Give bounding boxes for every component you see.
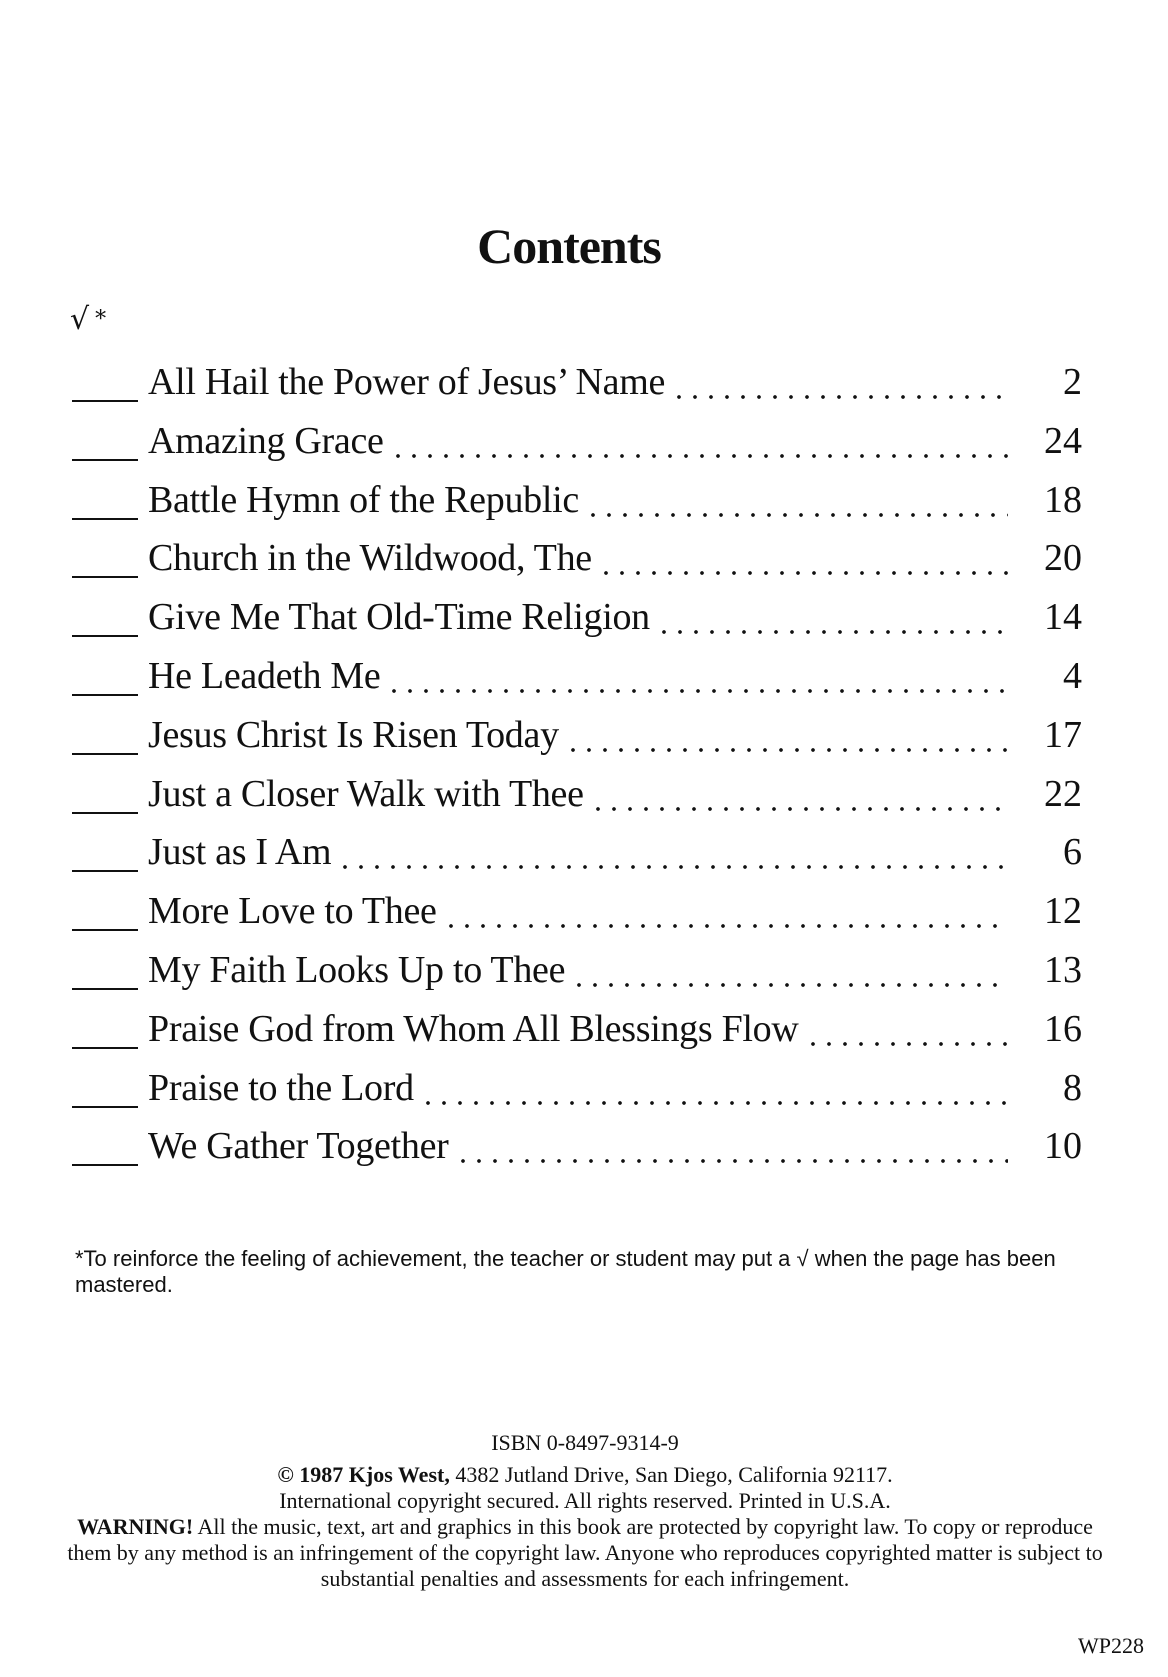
check-blank [72, 715, 138, 755]
toc-title: We Gather Together [148, 1125, 449, 1168]
dot-leader [585, 480, 1008, 518]
dot-leader [420, 1068, 1008, 1106]
checkmark-icon: √ [70, 302, 90, 337]
toc-page-number: 12 [1044, 890, 1082, 933]
copyright-holder: © 1987 Kjos West, [277, 1462, 450, 1487]
check-blank [72, 1068, 138, 1108]
toc-row [72, 597, 1082, 656]
toc-page-number: 14 [1044, 596, 1082, 639]
toc-title: Battle Hymn of the Republic [148, 478, 579, 521]
toc-row [72, 421, 1082, 480]
copyright-line [60, 1462, 1110, 1488]
check-blank [72, 891, 138, 931]
check-blank [72, 656, 138, 696]
toc-page-number: 8 [1063, 1066, 1082, 1109]
dot-leader [565, 715, 1008, 753]
toc-row [72, 480, 1082, 539]
toc-page-number: 16 [1044, 1007, 1082, 1050]
toc-title: He Leadeth Me [148, 654, 381, 697]
dot-leader [443, 891, 1008, 929]
toc-row [72, 832, 1082, 891]
dot-leader [571, 950, 1008, 988]
toc-row [72, 715, 1082, 774]
check-blank [72, 421, 138, 461]
toc-title: All Hail the Power of Jesus’ Name [148, 361, 666, 403]
check-blank [72, 950, 138, 990]
toc-title: Church in the Wildwood, The [148, 537, 592, 580]
toc-page-number: 20 [1044, 537, 1082, 580]
warning-paragraph [60, 1514, 1110, 1592]
toc-title: Just a Closer Walk with Thee [148, 772, 584, 815]
toc-title: Give Me That Old-Time Religion [148, 596, 650, 639]
toc-row [72, 362, 1082, 421]
page-title: Contents [477, 217, 661, 274]
copyright-address: 4382 Jutland Drive, San Diego, California 92117. [449, 1462, 893, 1487]
footnote: *To reinforce the feeling of achievement, the teacher or student may put a √ when the page has been mastered. [75, 1246, 1056, 1297]
toc-row [72, 1126, 1082, 1185]
dot-leader [656, 597, 1008, 635]
toc-row [72, 1009, 1082, 1068]
toc-title: Amazing Grace [148, 419, 384, 462]
toc-title: My Faith Looks Up to Thee [148, 948, 566, 991]
dot-leader [455, 1126, 1009, 1164]
check-blank [72, 1009, 138, 1049]
toc-page-number: 24 [1044, 419, 1082, 462]
table-of-contents [72, 362, 1082, 1185]
check-blank [72, 538, 138, 578]
toc-title: Praise to the Lord [148, 1066, 414, 1109]
toc-row [72, 656, 1082, 715]
toc-page-number: 17 [1044, 713, 1082, 756]
toc-row [72, 1068, 1082, 1127]
check-blank [72, 1126, 138, 1166]
dot-leader [337, 832, 1008, 870]
toc-page-number: 18 [1044, 478, 1082, 521]
toc-page-number: 10 [1044, 1125, 1082, 1168]
check-blank [72, 774, 138, 814]
toc-row [72, 891, 1082, 950]
check-blank [72, 362, 138, 402]
toc-row [72, 538, 1082, 597]
check-blank [72, 597, 138, 637]
toc-title: Just as I Am [148, 831, 332, 874]
toc-title: Jesus Christ Is Risen Today [148, 713, 559, 756]
dot-leader [386, 656, 1008, 694]
dot-leader [671, 362, 1008, 400]
toc-page-number: 22 [1044, 772, 1082, 815]
toc-row [72, 774, 1082, 833]
toc-page-number: 13 [1044, 948, 1082, 991]
toc-row [72, 950, 1082, 1009]
isbn: ISBN 0-8497-9314-9 [491, 1430, 679, 1455]
dot-leader [598, 538, 1008, 576]
toc-title: More Love to Thee [148, 890, 437, 933]
toc-title: Praise God from Whom All Blessings Flow [148, 1007, 799, 1050]
asterisk-marker: * [95, 307, 107, 332]
check-blank [72, 480, 138, 520]
toc-page-number: 4 [1063, 654, 1082, 697]
toc-page-number: 2 [1063, 361, 1082, 403]
colophon [60, 1430, 1110, 1592]
warning-label: WARNING! [77, 1514, 194, 1539]
warning-text: All the music, text, art and graphics in this book are protected by copyright law. To copy or reproduce them by any method is an infringement of the copyright law. Anyone who reproduces copyrighted matter is subject to substantial penalties and assessments for each infringement. [67, 1514, 1103, 1591]
dot-leader [390, 421, 1008, 459]
dot-leader [590, 774, 1008, 812]
catalog-code: WP228 [1078, 1633, 1144, 1658]
checkmark-legend [70, 300, 106, 340]
toc-page-number: 6 [1063, 831, 1082, 874]
rights-line: International copyright secured. All rights reserved. Printed in U.S.A. [279, 1488, 891, 1513]
dot-leader [805, 1009, 1009, 1047]
check-blank [72, 832, 138, 872]
